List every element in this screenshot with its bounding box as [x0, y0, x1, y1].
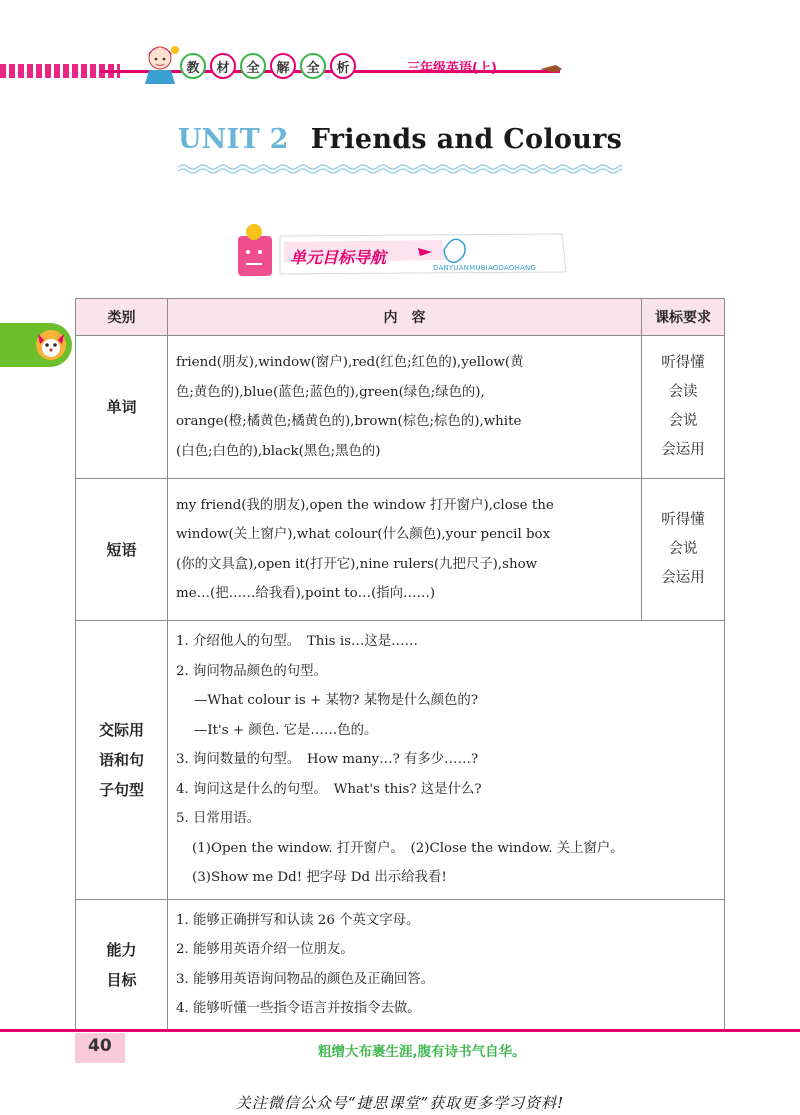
content-line: friend(朋友),window(窗户),red(红色;红色的),yellow(黄: [176, 355, 524, 370]
requirement-line: 会读: [668, 384, 698, 400]
requirement-cell: [642, 336, 725, 479]
table-row: [76, 621, 725, 900]
content-line: 5. 日常用语。: [176, 811, 260, 826]
table-row: [76, 899, 725, 1030]
content-line: (1)Open the window. 打开窗户。 (2)Close the window. 关上窗户。: [192, 840, 624, 856]
category-line: 能力: [106, 940, 137, 959]
table-header-row: [76, 299, 725, 336]
fox-mascot-icon: [34, 328, 68, 362]
content-line: 3. 询问数量的句型。 How many…? 有多少……?: [176, 752, 479, 767]
content-line: 1. 能够正确拼写和认读 26 个英文字母。: [176, 912, 420, 928]
content-line: orange(橙;橘黄色;橘黄色的),brown(棕色;棕色的),white: [176, 414, 522, 429]
footer-rule: [0, 1029, 800, 1032]
requirement-cell: [642, 479, 725, 621]
unit-title: [0, 124, 800, 155]
requirement-line: 会运用: [661, 442, 705, 458]
book-title-char: 全: [300, 53, 326, 79]
pen-icon: [540, 64, 562, 74]
category-line: 语和句: [98, 750, 144, 769]
category-line: 子句型: [98, 780, 144, 799]
table-row: [76, 336, 725, 479]
content-cell: [168, 479, 642, 621]
category-line: 交际用: [98, 720, 144, 739]
table-row: [76, 479, 725, 621]
content-cell: [168, 621, 725, 900]
book-title-char: 教: [180, 53, 206, 79]
unit-label: UNIT 2: [177, 124, 289, 155]
content-line: 4. 询问这是什么的句型。 What's this? 这是什么?: [176, 781, 482, 797]
page-number: 40: [88, 1036, 112, 1056]
content-line: (白色;白色的),black(黑色;黑色的): [176, 443, 381, 459]
book-title-char: 全: [240, 53, 266, 79]
grade-label: 三年级英语(上): [407, 61, 497, 76]
content-line: 2. 能够用英语介绍一位朋友。: [176, 942, 354, 957]
column-header-content: 内 容: [168, 299, 642, 336]
banner-title: 单元目标导航: [290, 248, 387, 267]
content-line: 3. 能够用英语询问物品的颜色及正确回答。: [176, 971, 435, 987]
content-line: (你的文具盒),open it(打开它),nine rulers(九把尺子),show: [176, 556, 538, 572]
requirement-line: 会说: [668, 541, 698, 557]
content-cell: [168, 336, 642, 479]
category-cell: 短语: [76, 479, 168, 621]
footer-motto: 粗缯大布裹生涯,腹有诗书气自华。: [318, 1044, 526, 1060]
requirement-line: 会说: [668, 413, 698, 429]
category-cell: [76, 621, 168, 900]
requirement-line: 听得懂: [661, 355, 705, 371]
column-header-category: 类别: [76, 299, 168, 336]
content-line: my friend(我的朋友),open the window 打开窗户),close the: [176, 497, 554, 513]
unit-name: Friends and Colours: [310, 124, 623, 155]
unit-goals-table: [75, 298, 725, 1031]
category-line: 目标: [106, 970, 137, 989]
book-title-char: 材: [210, 53, 236, 79]
content-line: me…(把……给我看),point to…(指向……): [176, 586, 436, 601]
content-line: window(关上窗户),what colour(什么颜色),your pencil box: [176, 527, 551, 542]
content-line: 2. 询问物品颜色的句型。: [176, 663, 327, 679]
book-title: [180, 53, 356, 79]
content-line: 1. 介绍他人的句型。 This is…这是……: [176, 634, 418, 649]
content-line: —What colour is + 某物? 某物是什么颜色的?: [194, 693, 478, 708]
wave-divider: [178, 163, 622, 175]
requirement-line: 听得懂: [661, 512, 705, 528]
requirement-line: 会运用: [661, 570, 705, 586]
category-cell: 单词: [76, 336, 168, 479]
content-line: —It's + 颜色. 它是……色的。: [194, 722, 378, 738]
column-header-requirement: 课标要求: [642, 299, 725, 336]
girl-mascot-icon: [135, 40, 185, 86]
watermark-text: 关注微信公众号“捷思课堂”获取更多学习资料!: [235, 1094, 565, 1112]
category-cell: [76, 899, 168, 1030]
book-title-char: 解: [270, 53, 296, 79]
content-line: (3)Show me Dd! 把字母 Dd 出示给我看!: [192, 870, 447, 885]
section-banner: [232, 222, 568, 286]
banner-subtitle: DANYUANMUBIAODAOHANG: [433, 264, 537, 272]
content-line: 色;黄色的),blue(蓝色;蓝色的),green(绿色;绿色的),: [176, 384, 485, 400]
book-title-char: 析: [330, 53, 356, 79]
content-line: 4. 能够听懂一些指令语言并按指令去做。: [176, 1001, 421, 1016]
content-cell: [168, 899, 725, 1030]
